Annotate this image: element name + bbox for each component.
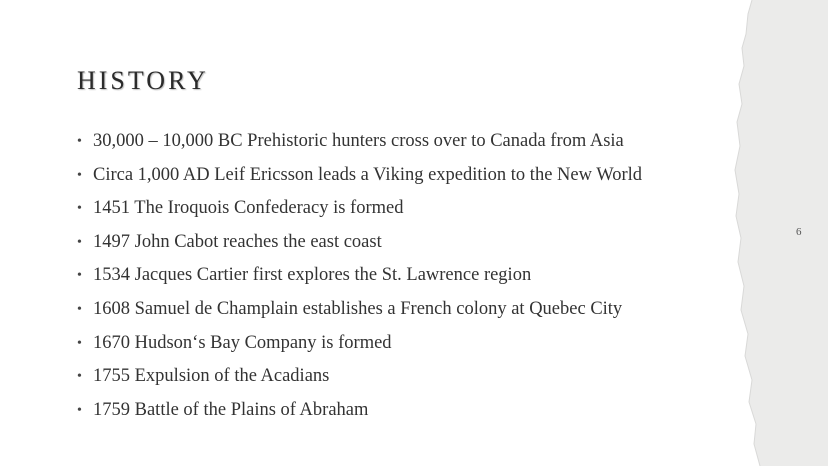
list-item-text: 1608 Samuel de Champlain establishes a French colony at Quebec City — [93, 298, 623, 319]
bullet-icon: • — [77, 301, 82, 317]
list-item — [77, 259, 642, 293]
list-item — [77, 192, 642, 226]
list-item — [77, 159, 642, 193]
list-item-text: 1497 John Cabot reaches the east coast — [93, 231, 382, 252]
list-item — [77, 293, 642, 327]
list-item-text: 1451 The Iroquois Confederacy is formed — [93, 198, 404, 219]
bullet-icon: • — [77, 234, 82, 250]
list-item-text: 30,000 – 10,000 BC Prehistoric hunters cross over to Canada from Asia — [93, 131, 624, 151]
list-item-text: 1755 Expulsion of the Acadians — [93, 366, 330, 387]
list-item — [77, 360, 642, 394]
bullet-icon: • — [77, 167, 82, 183]
bullet-icon: • — [77, 402, 82, 418]
page-number: 6 — [796, 226, 802, 238]
list-item — [77, 226, 642, 260]
bullet-icon: • — [77, 134, 82, 149]
bullet-icon: • — [77, 201, 82, 217]
list-item — [77, 394, 642, 428]
list-item-text: 1759 Battle of the Plains of Abraham — [93, 399, 369, 420]
list-item — [77, 327, 642, 361]
torn-paper-shape — [735, 0, 828, 466]
list-item-text: Circa 1,000 AD Leif Ericsson leads a Viking expedition to the New World — [93, 164, 643, 185]
bullet-icon: • — [77, 369, 82, 385]
list-item-text: 1670 Hudson‘s Bay Company is formed — [93, 332, 392, 353]
list-item — [77, 125, 642, 159]
history-bullet-list — [77, 125, 642, 427]
bullet-icon: • — [77, 268, 82, 284]
list-item-text: 1534 Jacques Cartier first explores the St. Lawrence region — [93, 265, 532, 286]
bullet-icon: • — [77, 335, 82, 351]
slide-title: HISTORY — [77, 66, 209, 95]
